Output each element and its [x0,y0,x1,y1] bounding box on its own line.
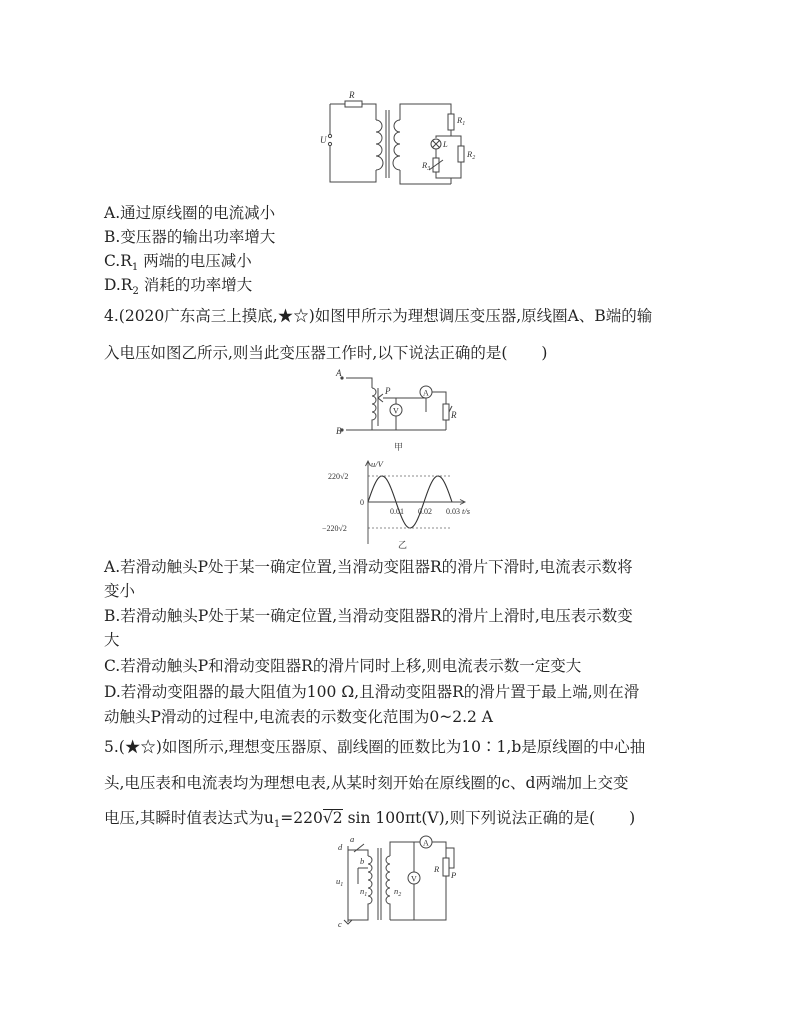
q3-option-c: $C.R_1$ 两端的电压减小 [104,252,252,274]
fig-label-R2: $R_2$ [467,149,476,161]
chart-xtick-1: 0.01 [390,507,404,516]
fig-label-R: R [349,90,355,100]
q4-option-a-line-1: A.若滑动触头P处于某一确定位置,当滑动变阻器R的滑片下滑时,电流表示数将 [104,558,633,576]
chart-xlabel: t/s [462,506,471,516]
chart-ytick-zero: 0 [360,498,364,507]
chart-ylabel: u/V [371,459,383,469]
fig-q5-label-u1: $u_1$ [336,876,344,888]
figure-q3-circuit [318,90,478,190]
fig-jia-label-A: A [336,368,342,378]
fig-q5-label-P: P [451,870,457,880]
chart-ytick-top: 220√2 [328,472,349,481]
q4-option-d-line-2: 动触头P滑动的过程中,电流表的示数变化范围为0~2.2 A [104,708,493,726]
voltmeter-label: V [411,874,417,884]
q3-option-b: B.变压器的输出功率增大 [104,228,276,246]
fig-q5-label-b: b [360,856,365,866]
chart-caption: 乙 [398,540,408,550]
figure-q5-circuit [330,832,470,928]
fig-q5-label-a: a [350,834,355,844]
fig-jia-label-P: P [385,386,391,396]
q5-stem-line-2: 头,电压表和电流表均为理想电表,从某时刻开始在原线圈的c、d两端加上交变 [104,774,629,792]
ammeter-label: A [423,388,429,398]
figure-q4-yi-chart [322,458,476,550]
q4-stem-line-1: 4.(2020广东高三上摸底,★☆)如图甲所示为理想调压变压器,原线圈A、B端的输 [104,307,653,325]
q4-option-b-line-1: B.若滑动触头P处于某一确定位置,当滑动变阻器R的滑片上滑时,电压表示数变 [104,607,633,625]
q3-option-a: A.通过原线圈的电流减小 [104,204,276,222]
voltmeter-label: V [393,406,399,416]
q3-option-d: $D.R_2$ 消耗的功率增大 [104,276,253,298]
q4-option-d-line-1: D.若滑动变阻器的最大阻值为100 Ω,且滑动变阻器R的滑片置于最上端,则在滑 [104,683,640,701]
q4-option-c: C.若滑动触头P和滑动变阻器R的滑片同时上移,则电流表示数一定变大 [104,657,582,675]
chart-xtick-3: 0.03 [446,507,460,516]
fig-q5-label-n1: $n_1$ [360,886,368,898]
chart-ytick-bottom: −220√2 [322,524,347,533]
fig-jia-label-B: B [336,426,342,436]
chart-xtick-2: 0.02 [418,507,432,516]
q4-stem-line-2: 入电压如图乙所示,则当此变压器工作时,以下说法正确的是( ) [104,344,548,362]
fig-label-U: U [320,135,327,145]
fig-q5-label-d: d [338,842,343,852]
q4-option-a-line-2: 变小 [104,582,136,600]
fig-label-R1: $R_1$ [457,115,466,127]
fig-q5-label-c: c [338,919,342,929]
ammeter-label: A [423,838,429,848]
fig-label-L: L [443,139,448,149]
fig-jia-caption: 甲 [394,442,404,452]
figure-q4-jia [336,368,466,456]
q5-stem-line-1: 5.(★☆)如图所示,理想变压器原、副线圈的匝数比为10∶1,b是原线圈的中心抽 [104,738,646,756]
fig-q5-label-R: R [434,864,440,874]
q4-option-b-line-2: 大 [104,631,120,649]
q5-stem-line-3: 电压,其瞬时值表达式为$u_1=220√2$ sin 100πt(V),则下列说法正确的是( ) [104,809,636,831]
fig-jia-label-R: R [451,410,457,420]
fig-label-R3: $R_3$ [422,160,431,172]
fig-q5-label-n2: $n_2$ [394,886,402,898]
